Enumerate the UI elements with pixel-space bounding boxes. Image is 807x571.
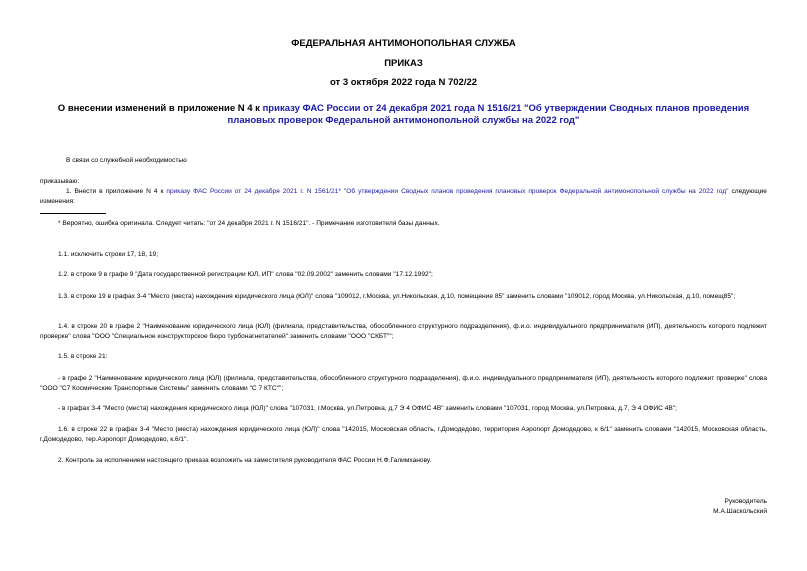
item-1-1: 1.1. исключить строки 17, 18, 19; bbox=[58, 251, 159, 258]
p1-prefix: 1. Внести в приложение N 4 к bbox=[66, 188, 164, 195]
paragraph-2: 2. Контроль за исполнением настоящего приказа возложить на заместителя руководителя ФАС России Н.Ф.Галимханову. bbox=[58, 457, 432, 464]
item-1-5: 1.5. в строке 21: bbox=[58, 353, 108, 360]
intro-paragraph: В связи со служебной необходимостью bbox=[66, 157, 187, 164]
paragraph-1 bbox=[40, 187, 767, 207]
doc-type-heading: ПРИКАЗ bbox=[384, 58, 423, 69]
footnote-divider bbox=[40, 213, 106, 214]
signature-name: М.А.Шаскольский bbox=[713, 508, 767, 515]
title-prefix: О внесении изменений в приложение N 4 к bbox=[57, 103, 263, 114]
signature-role: Руководитель bbox=[724, 498, 767, 505]
p1-suffix: следующие изменения: bbox=[40, 188, 767, 205]
item-1-4: 1.4. в строке 20 в графе 2 "Наименование юридического лица (ЮЛ) (филиала, представительства, обособленного структурного подразделения), ф.и.о. индивидуального предпринимателя (ИП), деятельность которого подлежит проверке" слова "ООО "Специальное конструкторское бюро турбонагнетателей" заменить словами "ООО "СКБТ""; bbox=[40, 323, 767, 340]
item-1-5-a: - в графе 2 "Наименование юридического лица (ЮЛ) (филиала, представительства, обособленного структурного подразделения), ф.и.о. индивидуального предпринимателя (ИП), деятельность которого подлежит проверке" слова "ООО "С7 Космические Транспортные Системы" заменить словами "С 7 КТС""; bbox=[40, 375, 767, 392]
date-number-heading: от 3 октября 2022 года N 702/22 bbox=[329, 77, 478, 88]
order-word: приказываю: bbox=[40, 178, 80, 185]
agency-heading: ФЕДЕРАЛЬНАЯ АНТИМОНОПОЛЬНАЯ СЛУЖБА bbox=[291, 38, 516, 49]
item-1-6: 1.6. в строке 22 в графах 3-4 "Место (места) нахождения юридического лица (ЮЛ)" слова "142015, Московская область, г.Домодедово, территория Аэропорт Домодедово, к 6/1" заменить словами "142015, Московская область, г.Домодедово, тер.Аэропорт Домодедово, к.6/1". bbox=[40, 426, 767, 443]
item-1-5-b: - в графах 3-4 "Место (места) нахождения юридического лица (ЮЛ)" слова "107031, г.Москва, ул.Петровка, д.7 Э 4 ОФИС 4В" заменить словами "107031, город Москва, ул.Петровка, д.7, Э 4 ОФИС 4В"; bbox=[58, 405, 677, 412]
document-title bbox=[40, 103, 767, 127]
footnote: * Вероятно, ошибка оригинала. Следует читать: "от 24 декабря 2021 г. N 1516/21". - Примечание изготовителя базы данных. bbox=[58, 220, 440, 227]
item-1-2: 1.2. в строке 9 в графе 9 "Дата государственной регистрации ЮЛ, ИП" слова "02.09.2002" заменить словами "17.12.1992"; bbox=[58, 271, 433, 278]
item-1-3: 1.3. в строке 19 в графах 3-4 "Место (места) нахождения юридического лица (ЮЛ)" слова "109012, г.Москва, ул.Никольская, д.10, помещение 85" заменить словами "109012, город Москва, ул.Никольская, д.10, помещ85"; bbox=[58, 293, 736, 300]
p1-order-link[interactable]: приказу ФАС России от 24 декабря 2021 г. N 1561/21* "Об утверждении Сводных планов проведения плановых проверок Федеральной антимонопольной службы на 2022 год" bbox=[166, 188, 729, 195]
title-order-link[interactable]: приказу ФАС России от 24 декабря 2021 года N 1516/21 "Об утверждении Сводных планов проведения плановых проверок Федеральной антимонопольной службы на 2022 год" bbox=[227, 103, 750, 126]
